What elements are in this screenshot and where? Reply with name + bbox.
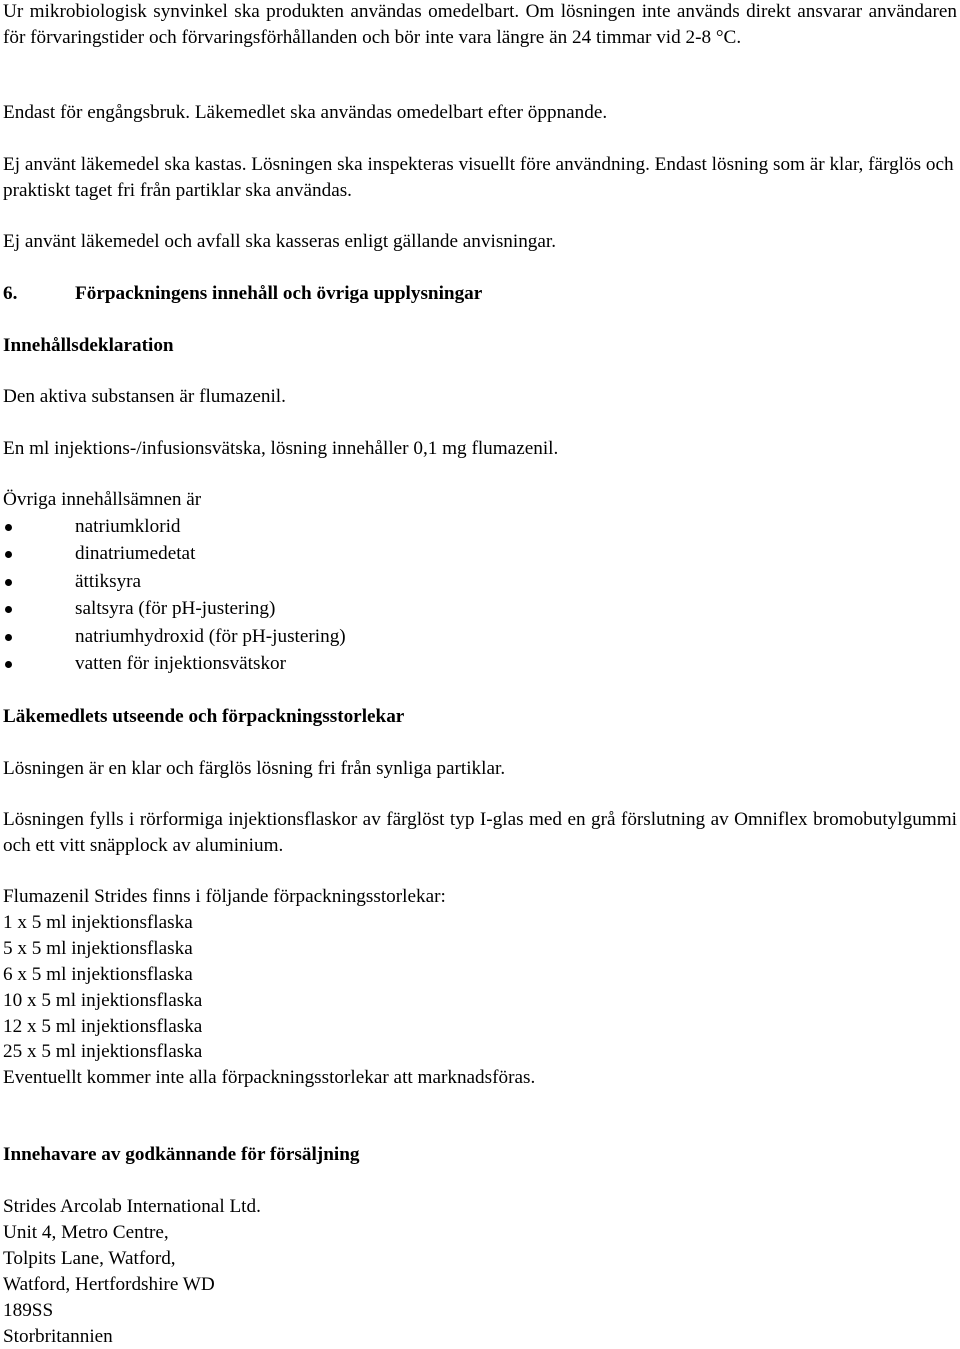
- section-title: Förpackningens innehåll och övriga upplysningar: [75, 283, 483, 304]
- pack-sizes-block: [3, 884, 957, 1091]
- excipients-intro: Övriga innehållsämnen är: [3, 489, 202, 510]
- list-item: natriumklorid: [3, 513, 957, 540]
- list-item: ättiksyra: [3, 568, 957, 595]
- list-item: 12 x 5 ml injektionsflaska: [3, 1015, 203, 1037]
- list-item: 6 x 5 ml injektionsflaska: [3, 963, 193, 985]
- bullet-icon: [5, 579, 12, 586]
- list-item: natriumhydroxid (för pH-justering): [3, 623, 957, 650]
- list-item: vatten för injektionsvätskor: [3, 650, 957, 677]
- list-item: 1 x 5 ml injektionsflaska: [3, 911, 193, 933]
- holder-heading: Innehavare av godkännande för försäljning: [3, 1144, 360, 1165]
- content-declaration-heading: Innehållsdeklaration: [3, 335, 174, 356]
- container-text: Lösningen fylls i rörformiga injektionsflaskor av färglöst typ I-glas med en grå förslutning av Omniflex bromobutylgummi och ett vitt snäpplock av aluminium.: [3, 809, 957, 856]
- address-line: Tolpits Lane, Watford,: [3, 1247, 176, 1269]
- bullet-icon: [5, 524, 12, 531]
- pack-sizes-note: Eventuellt kommer inte alla förpackningsstorlekar att marknadsföras.: [3, 1067, 536, 1089]
- section-6-heading: [3, 281, 957, 307]
- list-item: 5 x 5 ml injektionsflaska: [3, 937, 193, 959]
- active-substance-text: Den aktiva substansen är flumazenil.: [3, 386, 286, 407]
- address-line: Watford, Hertfordshire WD: [3, 1273, 215, 1295]
- concentration-text: En ml injektions-/infusionsvätska, lösning innehåller 0,1 mg flumazenil.: [3, 438, 559, 459]
- pack-sizes-intro: Flumazenil Strides finns i följande förpackningsstorlekar:: [3, 886, 446, 907]
- single-use-paragraph: Endast för engångsbruk. Läkemedlet ska användas omedelbart efter öppnande.: [3, 102, 608, 123]
- address-line: Strides Arcolab International Ltd.: [3, 1196, 261, 1217]
- excipients-list: [3, 513, 957, 677]
- bullet-icon: [5, 606, 12, 613]
- appearance-heading: Läkemedlets utseende och förpackningsstorlekar: [3, 706, 405, 727]
- appearance-text: Lösningen är en klar och färglös lösning fri från synliga partiklar.: [3, 758, 506, 779]
- list-item: dinatriumedetat: [3, 540, 957, 567]
- bullet-icon: [5, 634, 12, 641]
- list-item: 25 x 5 ml injektionsflaska: [3, 1041, 203, 1063]
- address-line: Storbritannien: [3, 1325, 113, 1347]
- address-line: Unit 4, Metro Centre,: [3, 1221, 169, 1243]
- address-line: 189SS: [3, 1299, 54, 1321]
- section-number: 6.: [3, 283, 18, 304]
- storage-paragraph: Ur mikrobiologisk synvinkel ska produkten användas omedelbart. Om lösningen inte används direkt ansvarar användaren för förvaringstider och förvaringsförhållanden och bör inte vara längre än 24 timmar vid 2-8 °C.: [3, 1, 957, 48]
- holder-address: [3, 1194, 957, 1349]
- waste-paragraph: Ej använt läkemedel och avfall ska kasseras enligt gällande anvisningar.: [3, 231, 557, 252]
- list-item: saltsyra (för pH-justering): [3, 595, 957, 622]
- bullet-icon: [5, 661, 12, 668]
- disposal-paragraph: Ej använt läkemedel ska kastas. Lösningen ska inspekteras visuellt före användning. Endast lösning som är klar, färglös och praktiskt taget fri från partiklar ska användas.: [3, 154, 954, 201]
- bullet-icon: [5, 551, 12, 558]
- list-item: 10 x 5 ml injektionsflaska: [3, 989, 203, 1011]
